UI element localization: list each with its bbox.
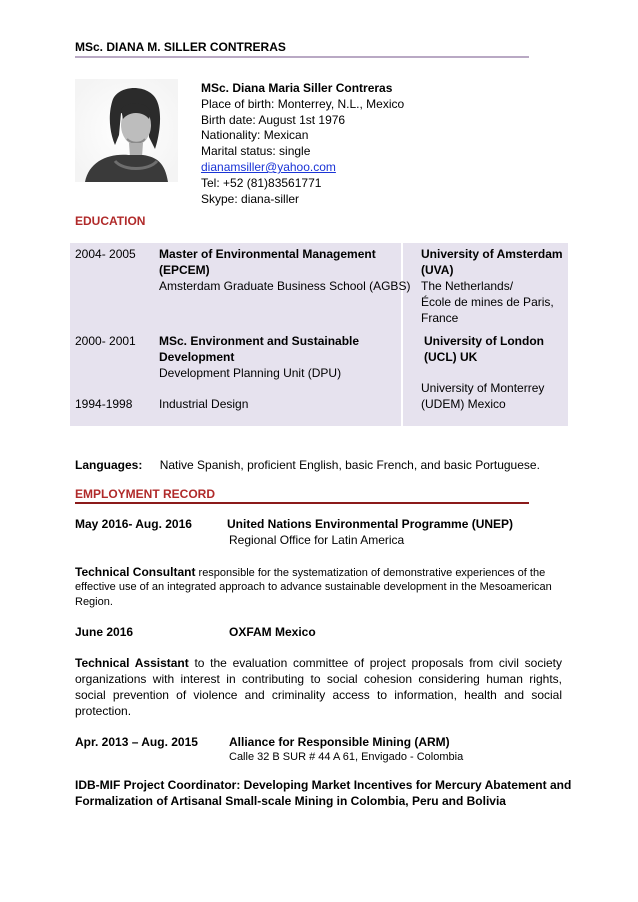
page-header-name: MSc. DIANA M. SILLER CONTRERAS xyxy=(75,40,286,54)
job-1-desc-line2: effective use of an integrated approach to advance sustainable development in the Mesoamerican xyxy=(75,581,552,593)
job-1-org: United Nations Environmental Programme (UNEP) xyxy=(227,517,514,531)
email-link[interactable]: dianamsiller@yahoo.com xyxy=(201,159,336,174)
job-2-date: June 2016 xyxy=(75,625,134,639)
job-3-role-line1: IDB-MIF Project Coordinator: Developing Market Incentives for Mercury Abatement and xyxy=(75,778,572,792)
edu-uni-1-line1: University of Amsterdam xyxy=(421,247,563,261)
edu-uni-1-line3: The Netherlands/ xyxy=(421,279,514,293)
employment-title: EMPLOYMENT RECORD xyxy=(75,487,216,501)
languages-label: Languages: xyxy=(75,458,143,472)
edu-school-2: Development Planning Unit (DPU) xyxy=(159,366,342,380)
job-3-role-line2: Formalization of Artisanal Small-scale Mining in Colombia, Peru and Bolivia xyxy=(75,794,506,808)
edu-uni-3-line2: (UDEM) Mexico xyxy=(421,397,506,411)
job-2-desc-2: organizations with interest in contributing to social cohesion considering human rights, xyxy=(75,672,562,686)
edu-uni-1-line2: (UVA) xyxy=(421,263,454,277)
nationality: Nationality: Mexican xyxy=(201,128,309,143)
edu-degree-2-line1: MSc. Environment and Sustainable xyxy=(159,334,360,348)
job-2-description xyxy=(75,655,562,719)
edu-years-1: 2004- 2005 xyxy=(75,247,136,261)
birth-place: Place of birth: Monterrey, N.L., Mexico xyxy=(201,96,405,111)
job-1-org-sub: Regional Office for Latin America xyxy=(229,533,405,547)
languages-native: Native Spanish xyxy=(159,458,241,472)
full-name: MSc. Diana Maria Siller Contreras xyxy=(201,81,393,95)
job-2-role: Technical Assistant xyxy=(75,656,189,670)
edu-degree-2-line2: Development xyxy=(159,350,235,364)
languages-line xyxy=(75,457,540,473)
birth-date: Birth date: August 1st 1976 xyxy=(201,112,346,127)
job-3-org-sub: Calle 32 B SUR # 44 A 61, Envigado - Colombia xyxy=(229,751,464,763)
edu-uni-2-line1: University of London xyxy=(424,334,544,348)
edu-uni-2-line2: (UCL) UK xyxy=(424,350,478,364)
job-1-desc-line3: Region. xyxy=(75,596,113,608)
edu-years-2: 2000- 2001 xyxy=(75,334,136,348)
edu-degree-1-line1: Master of Environmental Management xyxy=(159,247,376,261)
edu-uni-1-line4: École de mines de Paris, xyxy=(421,295,554,309)
education-title: EDUCATION xyxy=(75,214,146,228)
edu-uni-3-line1: University of Monterrey xyxy=(421,381,545,395)
telephone: Tel: +52 (81)83561771 xyxy=(201,175,322,190)
job-1-desc-1: responsible for the systematization of demonstrative experiences of the xyxy=(195,567,546,579)
edu-years-3: 1994-1998 xyxy=(75,397,133,411)
edu-school-1: Amsterdam Graduate Business School (AGBS) xyxy=(159,279,411,293)
job-2-desc-4: protection. xyxy=(75,704,132,718)
job-1-role: Technical Consultant xyxy=(75,565,196,579)
job-2-desc-3: social prevention of violence and criminality access to information, health and social xyxy=(75,688,562,702)
profile-info xyxy=(201,81,404,207)
job-2-desc-1: to the evaluation committee of project proposals from civil society xyxy=(188,656,562,670)
edu-degree-1-line2: (EPCEM) xyxy=(159,263,210,277)
marital-status: Marital status: single xyxy=(201,144,311,159)
job-2-org: OXFAM Mexico xyxy=(229,625,316,639)
skype: Skype: diana-siller xyxy=(201,191,300,206)
header-divider xyxy=(75,56,529,58)
edu-uni-1-line5: France xyxy=(421,311,459,325)
job-3-org: Alliance for Responsible Mining (ARM) xyxy=(229,735,450,749)
job-3-date: Apr. 2013 – Aug. 2015 xyxy=(75,735,198,749)
profile-photo xyxy=(75,79,178,182)
employment-divider xyxy=(75,502,529,504)
job-1-date: May 2016- Aug. 2016 xyxy=(75,517,192,531)
edu-degree-3: Industrial Design xyxy=(159,397,249,411)
languages-rest: , proficient English, basic French, and basic Portuguese. xyxy=(240,458,540,472)
